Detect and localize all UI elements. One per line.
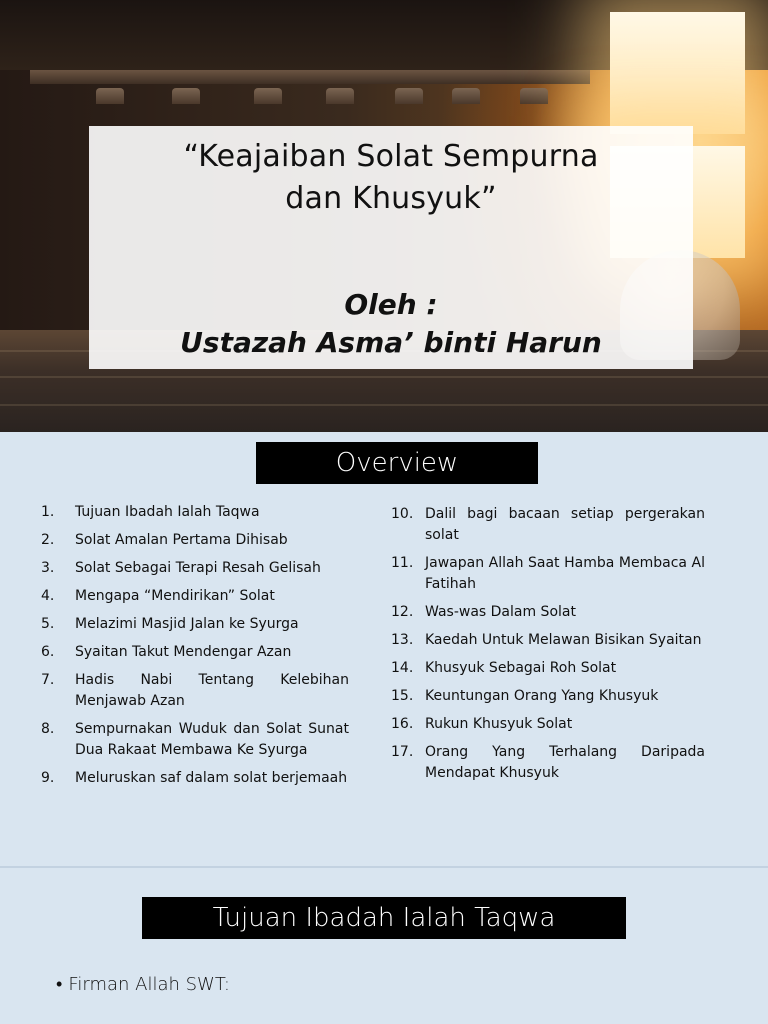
bullet-text: Firman Allah SWT: xyxy=(68,974,230,995)
item-number: 6. xyxy=(41,644,55,660)
list-item xyxy=(391,658,705,679)
item-text: Mengapa “Mendirikan” Solat xyxy=(75,588,275,604)
list-item xyxy=(41,558,349,579)
item-text: Jawapan Allah Saat Hamba Membaca Al Fatihah xyxy=(425,555,705,592)
item-text: Kaedah Untuk Melawan Bisikan Syaitan xyxy=(425,632,702,648)
item-text: Meluruskan saf dalam solat berjemaah xyxy=(75,770,348,786)
item-text: Sempurnakan Wuduk dan Solat Sunat Dua Rakaat Membawa Ke Syurga xyxy=(75,721,349,758)
bullet-icon: • xyxy=(56,974,63,995)
item-number: 15. xyxy=(391,688,414,704)
item-number: 8. xyxy=(41,721,55,737)
overview-list-right xyxy=(391,504,705,791)
list-item xyxy=(391,714,705,735)
item-number: 14. xyxy=(391,660,414,676)
item-number: 13. xyxy=(391,632,414,648)
item-number: 3. xyxy=(41,560,55,576)
background-lamp xyxy=(96,88,124,104)
author-name: Ustazah Asma’ binti Harun xyxy=(180,326,602,359)
item-text: Rukun Khusyuk Solat xyxy=(425,716,573,732)
title-line-1: “Keajaiban Solat Sempurna xyxy=(183,139,599,174)
list-item xyxy=(391,602,705,623)
item-text: Solat Sebagai Terapi Resah Gelisah xyxy=(75,560,321,576)
item-number: 16. xyxy=(391,716,414,732)
item-text: Solat Amalan Pertama Dihisab xyxy=(75,532,288,548)
item-number: 10. xyxy=(391,506,414,522)
presentation-title xyxy=(89,136,693,220)
title-box xyxy=(89,126,693,369)
item-text: Orang Yang Terhalang Daripada Mendapat Khusyuk xyxy=(425,744,705,781)
background-lamp xyxy=(520,88,548,104)
author-block xyxy=(89,286,693,362)
item-number: 7. xyxy=(41,672,55,688)
item-text: Dalil bagi bacaan setiap pergerakan solat xyxy=(425,506,705,543)
overview-slide xyxy=(0,432,768,866)
list-item xyxy=(391,686,705,707)
list-item xyxy=(391,742,705,784)
item-number: 1. xyxy=(41,504,55,520)
list-item xyxy=(41,586,349,607)
background-lamp xyxy=(326,88,354,104)
list-item xyxy=(41,768,349,789)
background-lamp xyxy=(254,88,282,104)
list-item xyxy=(391,630,705,651)
background-window xyxy=(610,12,745,134)
item-text: Syaitan Takut Mendengar Azan xyxy=(75,644,292,660)
item-number: 2. xyxy=(41,532,55,548)
list-item xyxy=(41,530,349,551)
item-text: Tujuan Ibadah Ialah Taqwa xyxy=(75,504,260,520)
overview-heading: Overview xyxy=(256,442,538,484)
title-line-2: dan Khusyuk” xyxy=(285,181,497,216)
background-lamp xyxy=(452,88,480,104)
list-item xyxy=(41,614,349,635)
list-item xyxy=(41,670,349,712)
cover-slide xyxy=(0,0,768,432)
taqwa-heading: Tujuan Ibadah Ialah Taqwa xyxy=(142,897,626,939)
by-label: Oleh : xyxy=(344,288,438,321)
list-item xyxy=(391,504,705,546)
list-item xyxy=(41,642,349,663)
item-text: Was-was Dalam Solat xyxy=(425,604,576,620)
item-text: Melazimi Masjid Jalan ke Syurga xyxy=(75,616,299,632)
item-number: 9. xyxy=(41,770,55,786)
list-item xyxy=(391,553,705,595)
item-number: 12. xyxy=(391,604,414,620)
item-number: 17. xyxy=(391,744,414,760)
list-item xyxy=(41,502,349,523)
item-number: 4. xyxy=(41,588,55,604)
item-text: Keuntungan Orang Yang Khusyuk xyxy=(425,688,659,704)
background-lamp xyxy=(395,88,423,104)
list-item xyxy=(41,719,349,761)
background-shelf xyxy=(30,70,590,84)
item-number: 11. xyxy=(391,555,414,571)
taqwa-slide xyxy=(0,868,768,1024)
background-lamp xyxy=(172,88,200,104)
item-text: Khusyuk Sebagai Roh Solat xyxy=(425,660,617,676)
overview-list-left xyxy=(41,502,349,796)
item-number: 5. xyxy=(41,616,55,632)
bullet-point xyxy=(56,974,230,995)
item-text: Hadis Nabi Tentang Kelebihan Menjawab Azan xyxy=(75,672,349,709)
